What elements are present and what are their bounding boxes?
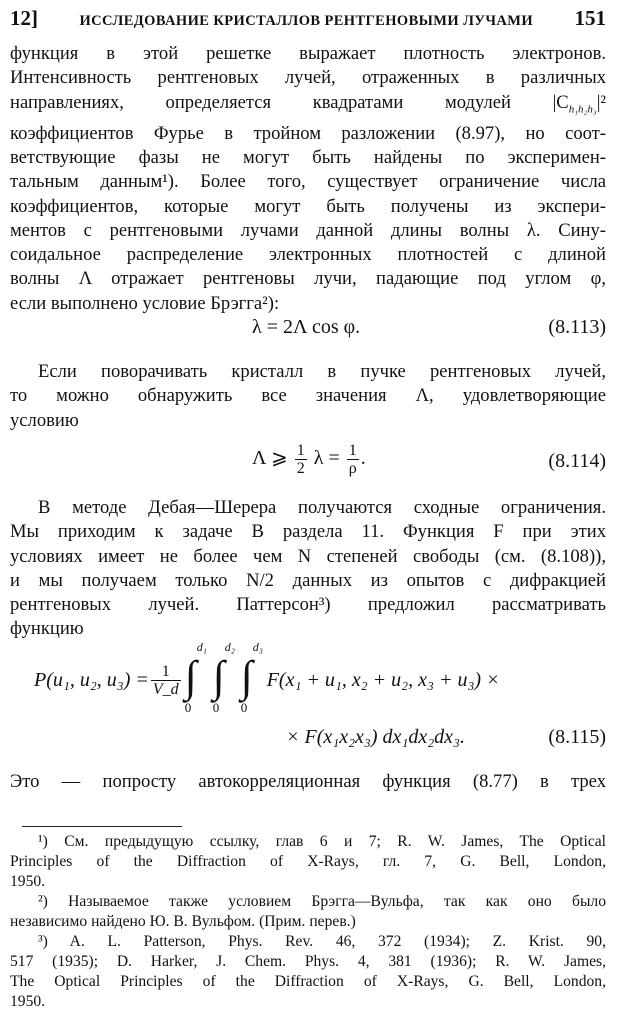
text-line: тальным данным¹). Более того, существует ограничение числа — [10, 171, 606, 193]
text-line: если выполнено условие Брэгга²): — [10, 292, 280, 314]
text-line: волны Λ отражает рентгеновы лучи, падающие под углом φ, — [10, 268, 606, 290]
equation-line-1: P(u₁, u₂, u₃) = $\frac{1}{V\_d}$ ∫ d₁ 0 ∫ d₂ 0 ∫ d₃ 0 F(x₁ + u₁, x₂ + u₂, x₃ + u₃) × — [34, 640, 500, 715]
page-header — [10, 6, 606, 36]
text-line: Мы приходим к задаче В раздела 11. Функция F при этих — [10, 521, 606, 543]
footnote-line: 1950. — [10, 993, 46, 1010]
text-line: то можно обнаружить все значения Λ, удовлетворяющие — [10, 385, 606, 407]
text-line: и мы получаем только N/2 данных из опытов с дифракцией — [10, 569, 606, 591]
text-line: соидальное распределение электронных плотностей с длиной — [10, 244, 606, 266]
integral-sign: ∫ d₂ 0 — [212, 640, 235, 715]
paragraph-2 — [10, 360, 606, 433]
footnote-line: 517 (1935); D. Harker, J. Chem. Phys. 4, 381 (1936); R. W. James, — [10, 953, 606, 970]
text-line: рентгеновых лучей. Паттерсон³) предложил рассматривать — [10, 594, 606, 616]
text-line: функцию — [10, 618, 84, 640]
equation-number: (8.115) — [548, 726, 606, 748]
text-line: Если поворачивать кристалл в пучке рентгеновых лучей, — [38, 361, 606, 382]
text-line: функция в этой решетке выражает плотность электронов. — [10, 43, 606, 64]
equation-number: (8.113) — [548, 316, 606, 338]
footnote-line: ¹) См. предыдущую ссылку, глав 6 и 7; R. W. James, The Optical — [38, 833, 606, 850]
text-line: условию — [10, 409, 79, 431]
equation-8-114 — [10, 436, 606, 488]
footnote-divider — [22, 826, 182, 827]
equation-number: (8.114) — [548, 450, 606, 472]
text-line: условиях имеет не более чем N степеней свободы (см. (8.108)), — [10, 545, 606, 567]
running-title: ИССЛЕДОВАНИЕ КРИСТАЛЛОВ РЕНТГЕНОВЫМИ ЛУЧАМИ — [79, 13, 534, 29]
equation-8-113 — [10, 316, 606, 346]
text-line: ментов с рентгеновыми лучами данной длины волны λ. Сину- — [10, 219, 606, 241]
footnote-line: независимо найдено Ю. В. Вульфом. (Прим. перев.) — [10, 913, 356, 930]
footnote-line: The Optical Principles of the Diffraction of X-Rays, G. Bell, London, — [10, 973, 606, 990]
section-number: 12] — [10, 6, 38, 30]
equation-body: λ = 2Λ cos φ. — [252, 316, 361, 338]
footnote-line: ²) Называемое также условием Брэгга—Вульфа, так как оно было — [38, 893, 606, 910]
footnote-line: Principles of the Diffraction of X-Rays, гл. 7, G. Bell, London, — [10, 853, 606, 870]
paragraph-1 — [10, 42, 606, 316]
text-line: Это — попросту автокорреляционная функция (8.77) в трех — [10, 771, 606, 792]
footnotes — [10, 832, 606, 1012]
page-number: 151 — [574, 6, 606, 30]
equation-body: Λ ⩾ $\frac{1}{2}$ λ = $\frac{1}{\rho}$ . — [252, 442, 366, 477]
paragraph-3 — [10, 496, 606, 642]
footnote-line: 1950. — [10, 873, 46, 890]
equation-8-115 — [10, 640, 606, 764]
integral-sign: ∫ d₁ 0 — [184, 640, 207, 715]
equation-line-2: × F(x₁x₂x₃) dx₁dx₂dx₃. — [286, 726, 466, 748]
text-line: коэффициентов, которые могут быть получены из экспери- — [10, 195, 606, 217]
text-line: ветствующие фазы не могут быть найдены по эксперимен- — [10, 146, 606, 168]
text-line: В методе Дебая—Шерера получаются сходные ограничения. — [38, 497, 606, 518]
text-line: Интенсивность рентгеновых лучей, отраженных в различных — [10, 67, 606, 89]
footnote-line: ³) A. L. Patterson, Phys. Rev. 46, 372 (1934); Z. Krist. 90, — [38, 933, 606, 950]
integral-sign: ∫ d₃ 0 — [240, 640, 263, 715]
paragraph-4 — [10, 770, 606, 794]
text-line: коэффициентов Фурье в тройном разложении (8.97), но соот- — [10, 122, 606, 144]
text-line: направлениях, определяется квадратами модулей $|C_{h_1h_2h_3}|^2$ — [10, 91, 606, 116]
